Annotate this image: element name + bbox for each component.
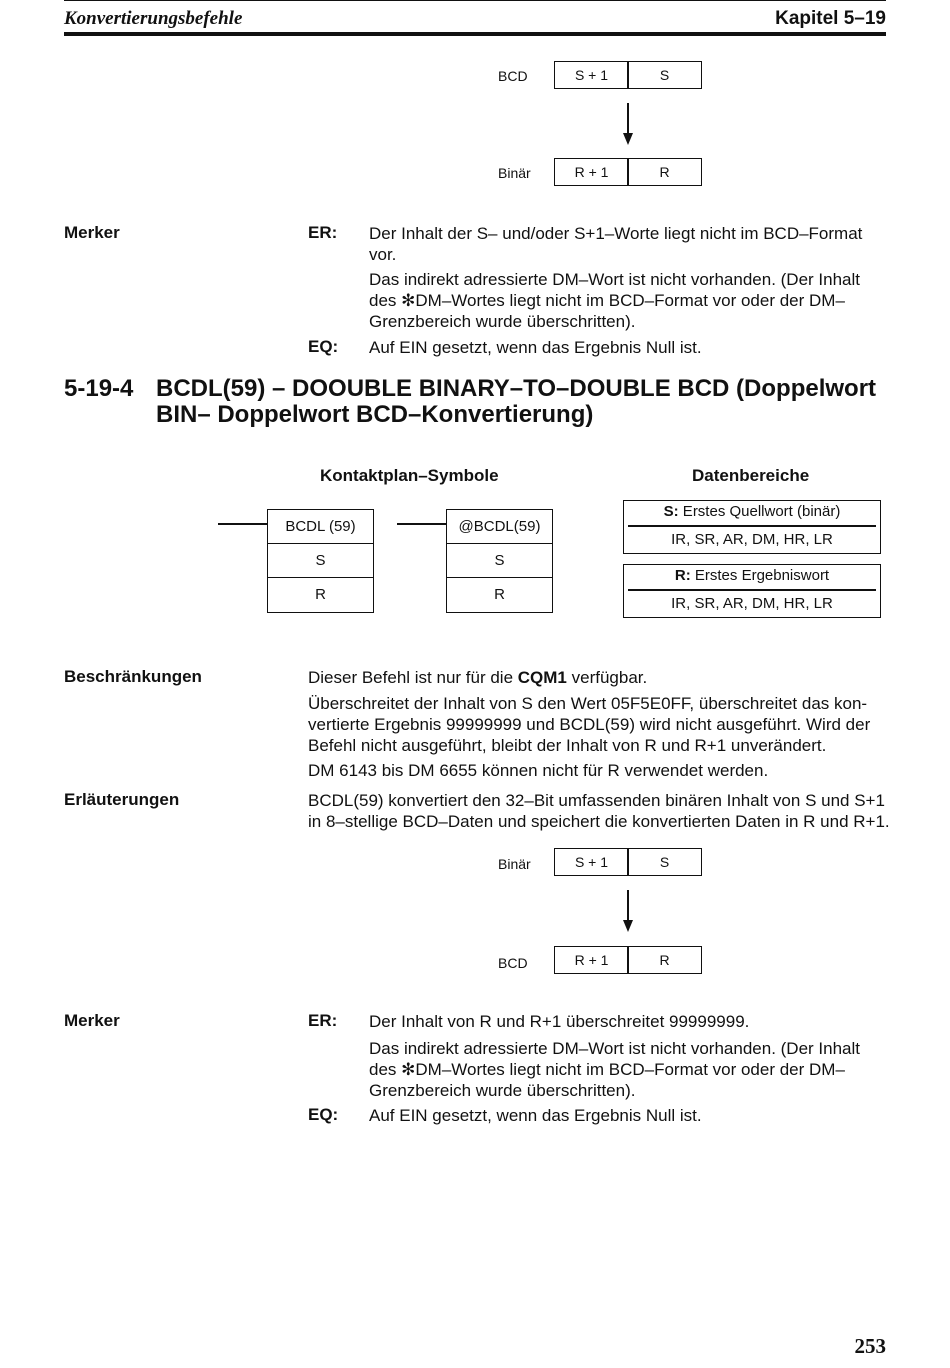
eq-description: Auf EIN gesetzt, wenn das Ergebnis Null ist. [369,338,702,357]
ladder-box-instruction: BCDL (59) [268,510,373,544]
ladder-box-at-bcdl [446,509,553,613]
ladder-box-operand-r: R [494,586,505,603]
ladder-box-operand-s: S [268,544,373,578]
eq-flag-label: EQ: [308,337,339,356]
er-indirect-description: Das indirekt adressierte DM–Wort ist nicht vorhanden. (Der Inhalt des ✻DM–Wortes liegt nicht im BCD–Format vor oder der DM– Grenzbereich wurde überschritten). [369,1039,860,1100]
diagram-cell-r-plus-1: R + 1 [554,158,629,186]
arrow-down-icon [623,920,633,932]
diagram-top-label: Binär [498,856,531,872]
diagram-cell-s-plus-1: S + 1 [554,848,629,876]
data-area-box-s [623,500,881,554]
data-area-list: IR, SR, AR, DM, HR, LR [671,531,833,548]
arrow-down-icon [623,133,633,145]
ladder-box-operand-s: S [447,544,552,578]
ladder-box-instruction: @BCDL(59) [447,510,552,544]
arrow-shaft [627,890,629,920]
diagram-bottom-label: Binär [498,165,531,181]
eq-flag-label: EQ: [308,1105,339,1124]
er-description: Der Inhalt der S– und/oder S+1–Worte liegt nicht im BCD–Format vor. [369,224,863,264]
chapter-number: Kapitel 5–19 [775,8,886,29]
diagram-cell-r: R [627,158,702,186]
ladder-wire-1 [218,523,268,525]
data-area-label: R: Erstes Ergebniswort [674,567,830,584]
merker-heading: Merker [64,223,120,242]
diagram-cell-s-plus-1: S + 1 [554,61,629,89]
er-indirect-description: Das indirekt adressierte DM–Wort ist nicht vorhanden. (Der Inhalt des ✻DM–Wortes liegt nicht im BCD–Format vor oder der DM– Grenzbereich wurde überschritten). [369,270,860,331]
data-area-divider [628,525,876,527]
er-flag-label: ER: [308,223,338,242]
restrictions-text: Dieser Befehl ist nur für die CQM1 verfügbar. Überschreitet der Inhalt von S den Wert 05F5E0FF, überschreitet das kon- vertierte Ergebnis 99999999 und BCDL(59) wird nicht ausgeführt. Wird der Befehl nicht ausgeführt, bleibt der Inhalt von R und R+1 unverändert. DM 6143 bis DM 6655 können nicht für R verwendet werden. [308,668,871,780]
data-area-box-r [623,564,881,618]
ladder-box-operand-r: R [315,586,326,603]
er-description: Der Inhalt von R und R+1 überschreitet 99999999. [369,1012,750,1031]
ladder-box-bcdl [267,509,374,613]
ladder-wire-2 [397,523,447,525]
er-flag-label: ER: [308,1011,338,1030]
arrow-shaft [627,103,629,133]
section-heading [64,376,894,432]
restrictions-heading: Beschränkungen [64,667,202,686]
data-areas-title: Datenbereiche [692,466,810,485]
data-area-label: S: Erstes Quellwort (binär) [663,503,841,520]
diagram-bottom-label: BCD [498,955,528,971]
top-rule [64,0,886,1]
section-title: BCDL(59) – DOOUBLE BINARY–TO–DOUBLE BCD (Doppelwort BIN– Doppelwort BCD–Konvertierung) [156,375,877,428]
section-number: 5-19-4 [64,375,134,402]
ladder-symbols-title: Kontaktplan–Symbole [320,466,499,485]
chapter-title: Konvertierungsbefehle [64,8,243,29]
diagram-cell-r-plus-1: R + 1 [554,946,629,974]
diagram-top-label: BCD [498,68,528,84]
data-area-divider [628,589,876,591]
explanations-heading: Erläuterungen [64,790,180,809]
diagram-cell-r: R [627,946,702,974]
merker-heading: Merker [64,1011,120,1030]
header-rule [64,32,886,36]
explanations-text: BCDL(59) konvertiert den 32–Bit umfassenden binären Inhalt von S und S+1 in 8–stellige BCD–Daten und speichert die konvertierten Daten in R und R+1. [308,791,890,831]
diagram-cell-s: S [627,61,702,89]
page-number: 253 [854,1334,886,1358]
diagram-cell-s: S [627,848,702,876]
eq-description: Auf EIN gesetzt, wenn das Ergebnis Null ist. [369,1106,702,1125]
data-area-list: IR, SR, AR, DM, HR, LR [671,595,833,612]
